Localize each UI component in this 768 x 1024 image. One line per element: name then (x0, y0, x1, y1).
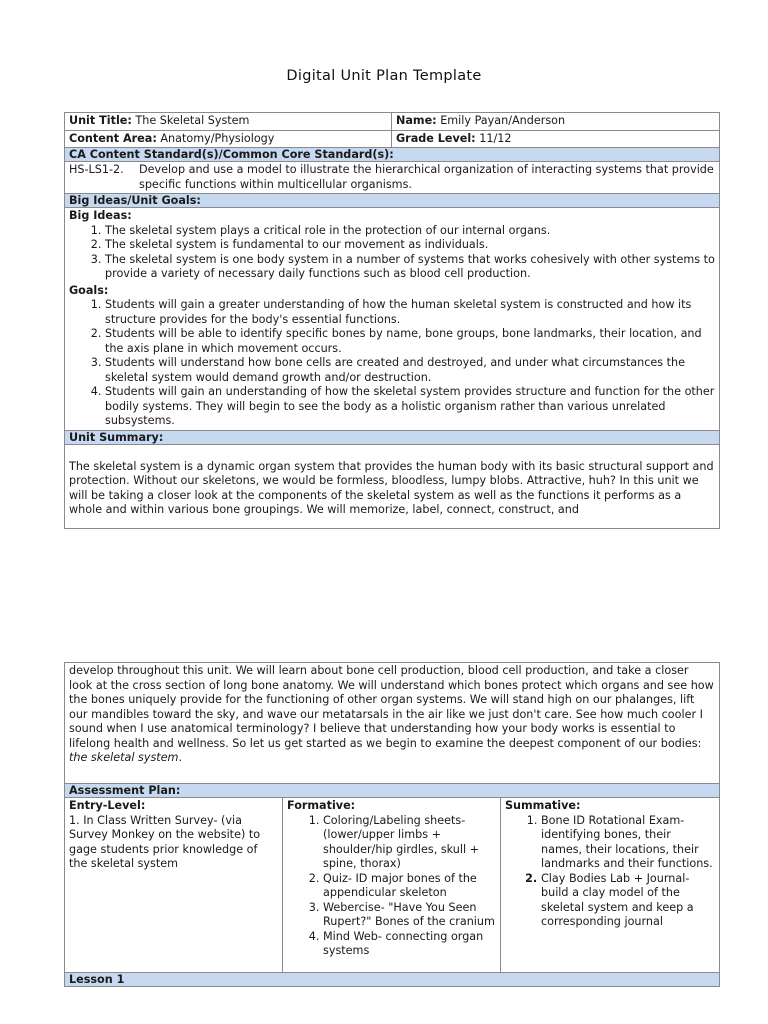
entry-level-label: Entry-Level: (69, 799, 146, 812)
unit-summary-heading: Unit Summary: (65, 430, 720, 444)
list-item: 2. Quiz- ID major bones of the appendicular skeleton (323, 872, 496, 901)
formative-list (287, 814, 496, 959)
lesson-1-heading: Lesson 1 (65, 973, 720, 987)
unit-title-row (65, 113, 720, 131)
unit-title-label: Unit Title: (69, 114, 132, 127)
grade-level-value: 11/12 (479, 131, 512, 145)
unit-title-cell (65, 113, 392, 131)
unit-title-value: The Skeletal System (135, 114, 250, 127)
list-item: 1. Students will gain a greater understanding of how the human skeletal system is constructed and how its structure provides for the body's essential functions. (105, 298, 715, 327)
name-cell (392, 113, 720, 131)
goals-label: Goals: (69, 283, 109, 297)
list-item: 4. Students will gain an understanding of how the skeletal system provides structure and function for the other bodily systems. They will begin to see the body as a holistic organism rather than various unrelated subsystems. (105, 385, 715, 429)
grade-level-cell (392, 130, 720, 148)
unit-summary-continued-cell (65, 663, 720, 784)
unit-summary-text-part1: The skeletal system is a dynamic organ system that provides the human body with its basic structural support and protection. Without our skeletons, we would be formless, bloodless, lumpy blobs. Attractive, huh? In this unit we will be taking a closer look at the components of the skeletal system as well as the functions it performs as a whole and within various bone groupings. We will memorize, label, connect, construct, and (69, 459, 714, 516)
list-item: 3. The skeletal system is one body system in a number of systems that works cohesively with other systems to provide a variety of necessary daily functions such as blood cell production. (105, 253, 715, 282)
name-label: Name: (396, 114, 437, 127)
list-item: 3. Webercise- "Have You Seen Rupert?" Bones of the cranium (323, 901, 496, 930)
entry-level-cell (65, 798, 283, 973)
list-item: 2. The skeletal system is fundamental to our movement as individuals. (105, 238, 715, 253)
unit-plan-table-page1 (64, 112, 720, 529)
big-ideas-list (69, 224, 715, 282)
summary-body: develop throughout this unit. We will learn about bone cell production, blood cell production, and take a closer look at the cross section of long bone anatomy. We will understand which bones protect which organs and see how the bones uniquely provide for the functioning of other organ systems. We will stand high on our phalanges, lift our mandibles toward the sky, and wave our metatarsals in the air like we just don't care. See how much cooler I sound when I use anatomical terminology? I believe that understanding how your body works is essential to lifelong health and wellness. So let us get started as we begin to examine the deepest component of our bodies: (69, 664, 714, 750)
unit-summary-text-part2 (69, 664, 715, 782)
big-ideas-label: Big Ideas: (69, 209, 132, 222)
summary-end: . (178, 751, 183, 764)
standard-code: HS-LS1-2. (69, 163, 124, 176)
goals-list (69, 298, 715, 429)
list-item: 2. Students will be able to identify specific bones by name, bone groups, bone landmarks, their location, and the axis plane in which movement occurs. (105, 327, 715, 356)
list-item: 4. Mind Web- connecting organ systems (323, 930, 496, 959)
unit-summary-cell (65, 444, 720, 528)
standards-cell (65, 162, 720, 194)
list-item: 3. Students will understand how bone cells are created and destroyed, and under what circumstances the skeletal system would demand growth and/or destruction. (105, 356, 715, 385)
content-area-label: Content Area: (69, 131, 157, 145)
grade-level-label: Grade Level: (396, 131, 476, 145)
name-value: Emily Payan/Anderson (440, 114, 566, 127)
content-area-row (65, 130, 720, 148)
list-item: 1. Bone ID Rotational Exam- identifying bones, their names, their locations, their landmarks and their functions. (541, 814, 715, 872)
standard-text: Develop and use a model to illustrate the hierarchical organization of interacting systems that provide specific functions within multicellular organisms. (139, 163, 714, 191)
summary-emphasis: the skeletal system (69, 751, 179, 764)
summative-cell (501, 798, 720, 973)
list-item: 2. Clay Bodies Lab + Journal- build a clay model of the skeletal system and keep a corresponding journal (541, 872, 715, 930)
assessment-plan-heading: Assessment Plan: (65, 784, 720, 798)
standards-heading: CA Content Standard(s)/Common Core Standard(s): (65, 148, 720, 162)
summative-label: Summative: (505, 799, 581, 812)
content-area-value: Anatomy/Physiology (160, 131, 275, 145)
big-ideas-goals-heading: Big Ideas/Unit Goals: (65, 194, 720, 208)
summative-list (505, 814, 715, 930)
big-ideas-goals-cell (65, 208, 720, 431)
list-item: 1. The skeletal system plays a critical role in the protection of our internal organs. (105, 224, 715, 239)
document-title: Digital Unit Plan Template (286, 68, 482, 84)
entry-level-text: 1. In Class Written Survey- (via Survey Monkey on the website) to gage students prior knowledge of the skeletal system (69, 813, 261, 870)
content-area-cell (65, 130, 392, 148)
unit-plan-table-page2 (64, 662, 720, 987)
formative-cell (283, 798, 501, 973)
list-item: 1. Coloring/Labeling sheets- (lower/upper limbs + shoulder/hip girdles, skull + spine, thorax) (323, 814, 496, 872)
formative-label: Formative: (287, 799, 356, 812)
